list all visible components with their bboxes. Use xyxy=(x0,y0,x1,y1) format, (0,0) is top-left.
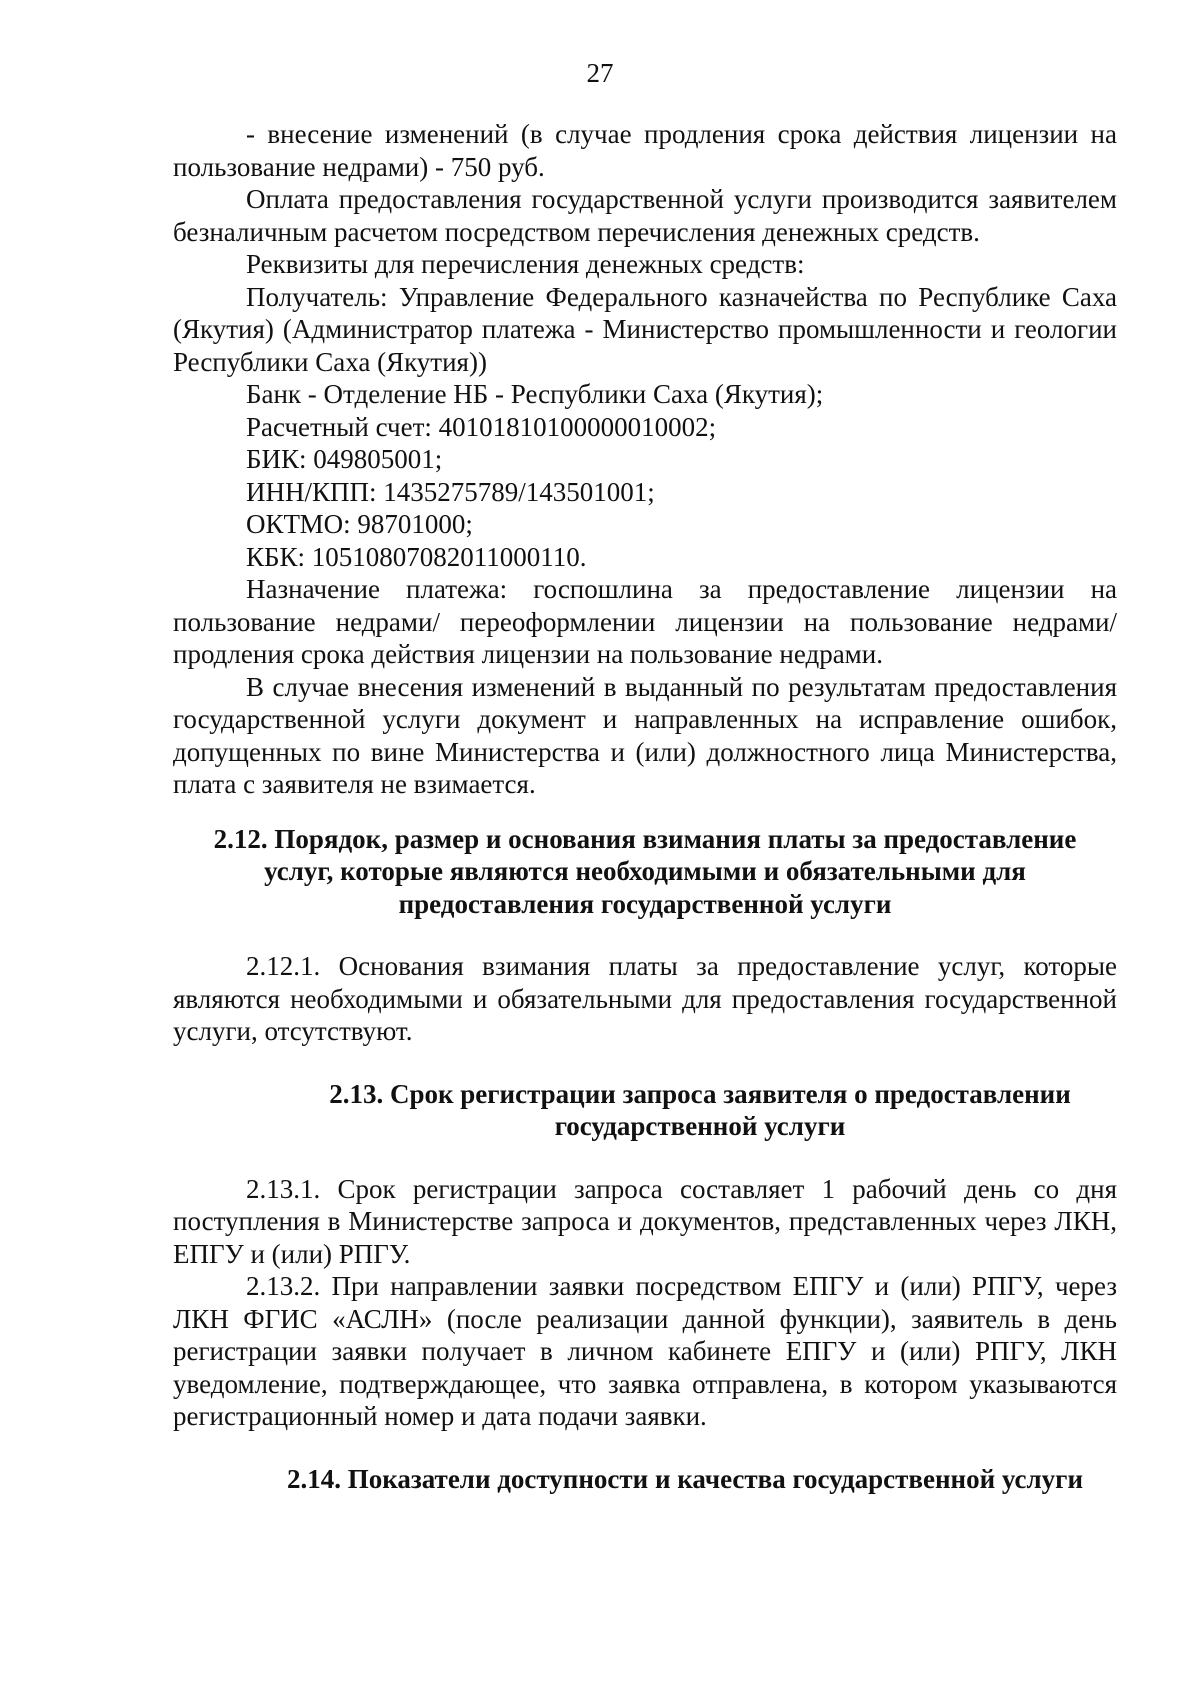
paragraph: ОКТМО: 98701000; xyxy=(246,509,473,539)
paragraph: 2.13.1. Срок регистрации запроса составляет 1 рабочий день со дня поступления в Министерстве запроса и документов, представленных через ЛКН, ЕПГУ и (или) РПГУ. xyxy=(173,1173,1117,1269)
paragraph: - внесение изменений (в случае продления срока действия лицензии на пользование недрами) - 750 руб. xyxy=(173,119,1117,182)
paragraph: 2.13.2. При направлении заявки посредством ЕПГУ и (или) РПГУ, через ЛКН ФГИС «АСЛН» (после реализации данной функции), заявитель в день регистрации заявки получает в личном кабинете ЕПГУ и (или) РПГУ, ЛКН уведомление, подтверждающее, что заявка отправлена, в котором указываются регистрационный номер и дата подачи заявки. xyxy=(173,1271,1117,1431)
paragraph: Назначение платежа: госпошлина за предоставление лицензии на пользование недрами/ переоформлении лицензии на пользование недрами/ продления срока действия лицензии на пользование недрами. xyxy=(173,574,1117,669)
paragraph: Оплата предоставления государственной услуги производится заявителем безналичным расчетом посредством перечисления денежных средств. xyxy=(173,184,1117,247)
paragraph: Реквизиты для перечисления денежных средств: xyxy=(246,249,805,279)
paragraph: Расчетный счет: 40101810100000010002; xyxy=(246,411,717,442)
paragraph: КБК: 10510807082011000110. xyxy=(246,541,587,572)
paragraph: Получатель: Управление Федерального казначейства по Республике Саха (Якутия) (Администратор платежа - Министерство промышленности и геологии Республики Саха (Якутия)) xyxy=(173,281,1117,377)
paragraph: Банк - Отделение НБ - Республики Саха (Якутия); xyxy=(246,379,824,409)
paragraph: 2.12.1. Основания взимания платы за предоставление услуг, которые являются необходимыми и обязательными для предоставления государственной услуги, отсутствуют. xyxy=(173,951,1117,1046)
paragraph: ИНН/КПП: 1435275789/143501001; xyxy=(246,476,655,507)
section-heading-2-14: 2.14. Показатели доступности и качества государственной услуги xyxy=(287,1463,1083,1494)
document-body xyxy=(173,118,1117,1495)
page-number: 27 xyxy=(586,58,614,88)
section-heading-2-12: 2.12. Порядок, размер и основания взимания платы за предоставление услуг, которые являются необходимыми и обязательными для предоставления государственной услуги xyxy=(213,823,1077,919)
section-heading-2-13: 2.13. Срок регистрации запроса заявителя о предоставлении государственной услуги xyxy=(329,1078,1071,1141)
paragraph: БИК: 049805001; xyxy=(246,444,443,474)
paragraph: В случае внесения изменений в выданный по результатам предоставления государственной услуги документ и направленных на исправление ошибок, допущенных по вине Министерства и (или) должностного лица Министерства, плата с заявителя не взимается. xyxy=(173,671,1117,799)
